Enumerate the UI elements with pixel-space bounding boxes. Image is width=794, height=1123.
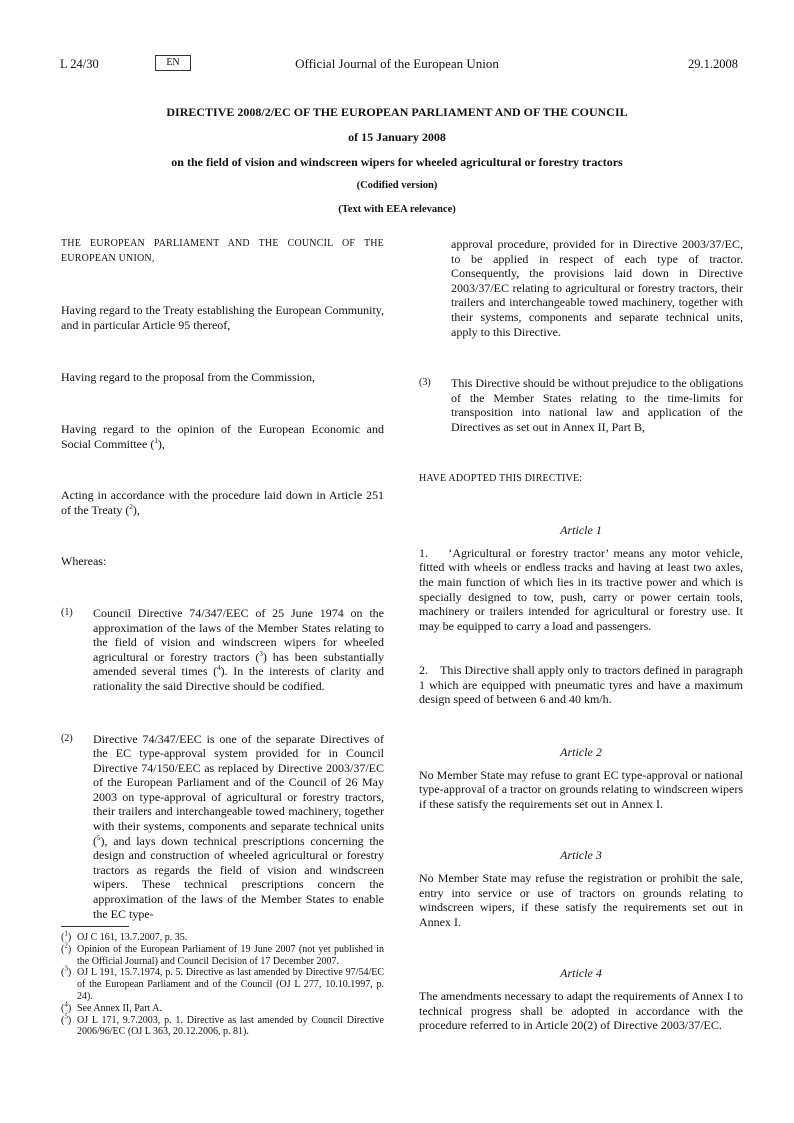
article-2-heading: Article 2 xyxy=(560,745,602,760)
footnote-ref: 2 xyxy=(129,502,133,511)
codified-note: (Codified version) xyxy=(356,180,438,191)
recital-number: (1) xyxy=(61,606,73,618)
enacting-formula: HAVE ADOPTED THIS DIRECTIVE: xyxy=(419,472,583,484)
article-1-paragraph-1: 1. ‘Agricultural or forestry tractor’ means any motor vehicle, fitted with wheels or endless tracks and having at least two axles, the main function of which lies in its tractive power and which is specially designed to tow, push, carry or power certain tools, machinery or trailers intended for agricultural or forestry use. It may be equipped to carry a load and passengers. xyxy=(419,545,746,633)
recital-text: This Directive should be without prejudice to the obligations of the Member States relating to the time-limits for transposition into national law and application of the Directives as set out in Annex II, Part B, xyxy=(451,376,743,434)
journal-title: Official Journal of the European Union xyxy=(295,56,499,71)
article-1-heading: Article 1 xyxy=(560,523,602,538)
citation-opinion: Having regard to the opinion of the European Economic and Social Committee ($^1$), xyxy=(61,421,384,451)
citation-treaty: Having regard to the Treaty establishing the European Community, and in particular Article 95 thereof, xyxy=(61,303,384,332)
article-4-heading: Article 4 xyxy=(560,966,602,981)
recital-text: Council Directive 74/347/EEC of 25 June 1974 on the approximation of the laws of the Member States relating to the field of vision and windscreen wipers for wheeled agricultural or forestry tractors ($^3$) has been substantially amended several times ($^4$). In the interests of clarity and rationality the said Directive should be codified. xyxy=(93,605,385,693)
article-3-heading: Article 3 xyxy=(560,848,602,863)
recital-text: Directive 74/347/EEC is one of the separate Directives of the EC type-approval system provided for in Council Directive 74/150/EEC as replaced by Directive 2003/37/EC of the European Parliament and of the Council of 26 May 2003 on type-approval of agricultural or forestry tractors, their trailers and interchangeable towed machinery, together with their systems, components and separate technical units ($^5$), and lays down technical prescriptions concerning the design and construction of wheeled agricultural or forestry tractors as regards the field of vision and windscreen wipers. These technical prescriptions concern the approximation of the laws of the Member States to enable the EC type- xyxy=(93,731,384,921)
left-column xyxy=(61,237,384,921)
publication-date: 29.1.2008 xyxy=(688,57,738,71)
page-reference: L 24/30 xyxy=(60,57,99,71)
footnotes xyxy=(61,929,384,1038)
citation-procedure: Acting in accordance with the procedure laid down in Article 251 of the Treaty ($^2$), xyxy=(61,488,384,517)
footnote-divider xyxy=(61,926,129,927)
article-4-text: The amendments necessary to adapt the requirements of Annex I to technical progress shall be adopted in accordance with the procedure referred to in Article 20(2) of Directive 2003/37/EC. xyxy=(419,989,743,1033)
preamble-intro: THE EUROPEAN PARLIAMENT AND THE COUNCIL OF THE EUROPEAN UNION, xyxy=(61,238,384,264)
footnote-ref: 1 xyxy=(154,436,158,445)
footnote-item: ($^2$) Opinion of the European Parliament of 19 June 2007 (not yet published in the Official Journal) and Council Decision of 17 December 2007. xyxy=(61,941,384,967)
right-column xyxy=(419,237,746,1033)
directive-title-block xyxy=(0,104,794,227)
article-2-text: No Member State may refuse to grant EC type-approval or national type-approval of a tractor on grounds relating to windscreen wipers if these satisfy the requirements set out in Annex I. xyxy=(419,767,743,811)
directive-subject: on the field of vision and windscreen wipers for wheeled agricultural or forestry tractors xyxy=(171,155,623,169)
recital-1 xyxy=(61,606,384,694)
eea-relevance-note: (Text with EEA relevance) xyxy=(338,204,456,215)
footnote-item: ($^1$) OJ C 161, 13.7.2007, p. 35. xyxy=(61,929,188,943)
footnote-item: ($^4$) See Annex II, Part A. xyxy=(61,1000,162,1014)
recital-number: (2) xyxy=(61,732,73,744)
footnote-item: ($^3$) OJ L 191, 15.7.1974, p. 5. Directive as last amended by Directive 97/54/EC of the European Parliament and of the Council (OJ L 277, 10.10.1997, p. 24). xyxy=(61,965,384,1002)
recital-2 xyxy=(61,732,384,922)
recital-3 xyxy=(419,376,743,434)
recital-text: approval procedure, provided for in Directive 2003/37/EC, to be applied in respect of each type of tractor. Consequently, the provisions laid down in Directive 2003/37/EC relating to agricultural or forestry tractors, their trailers and interchangeable towed machinery, together with their systems, components and separate technical units, apply to this Directive. xyxy=(451,237,743,339)
directive-title: DIRECTIVE 2008/2/EC OF THE EUROPEAN PARLIAMENT AND OF THE COUNCIL xyxy=(166,105,628,119)
citation-proposal: Having regard to the proposal from the Commission, xyxy=(61,370,315,385)
whereas-heading: Whereas: xyxy=(61,554,107,569)
directive-date: of 15 January 2008 xyxy=(348,130,446,144)
footnote-item: ($^5$) OJ L 171, 9.7.2003, p. 1. Directive as last amended by Council Directive 2006/96/EC (OJ L 363, 20.12.2006, p. 81). xyxy=(61,1012,384,1038)
recital-2-continued xyxy=(419,237,743,339)
article-3-text: No Member State may refuse the registration or prohibit the sale, entry into service or use of tractors on grounds relating to windscreen wipers, if these satisfy the requirements set out in Annex I. xyxy=(419,871,743,929)
recital-number: (3) xyxy=(419,377,431,389)
article-1-paragraph-2: 2. This Directive shall apply only to tractors defined in paragraph 1 which are equipped with pneumatic tyres and have a maximum design speed of between 6 and 40 km/h. xyxy=(419,663,746,707)
language-badge: EN xyxy=(155,55,191,71)
